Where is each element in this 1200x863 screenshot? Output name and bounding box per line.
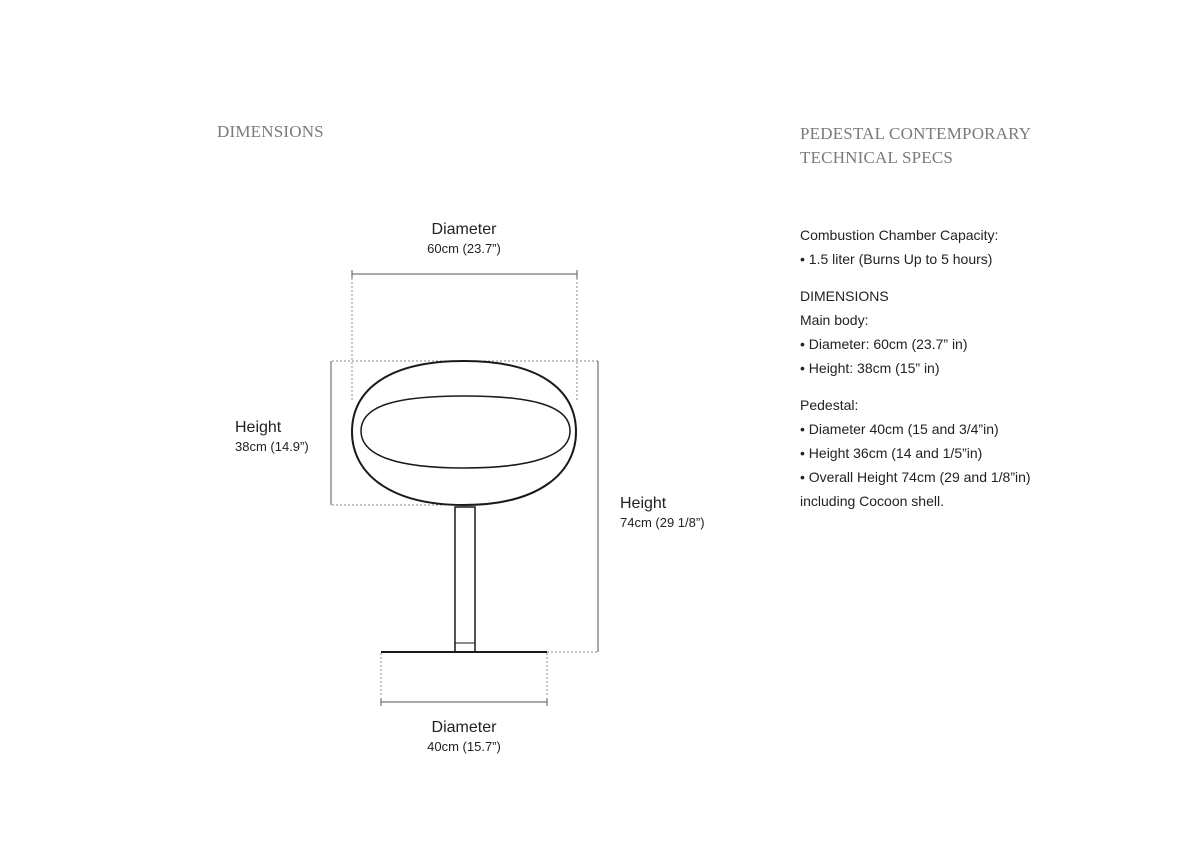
capacity-item: • 1.5 liter (Burns Up to 5 hours) xyxy=(800,251,993,267)
top-diameter-label xyxy=(427,220,501,258)
pedestal-height: • Height 36cm (14 and 1/5”in) xyxy=(800,445,983,461)
technical-specs xyxy=(800,223,1040,526)
title-line-2: TECHNICAL SPECS xyxy=(800,148,954,167)
main-body-group xyxy=(800,284,1040,380)
dimensions-title: DIMENSIONS xyxy=(217,122,324,141)
top-diameter-name: Diameter xyxy=(431,221,497,238)
base-diameter-label xyxy=(427,718,501,756)
overall-height-value: 74cm (29 1/8”) xyxy=(620,515,705,530)
overall-height-label xyxy=(620,494,705,532)
pedestal-stem xyxy=(455,507,475,652)
capacity-heading: Combustion Chamber Capacity: xyxy=(800,227,999,243)
body-height-label xyxy=(235,418,309,456)
pedestal-group xyxy=(800,393,1040,513)
pedestal-heading: Pedestal: xyxy=(800,397,859,413)
main-body-heading: Main body: xyxy=(800,312,869,328)
technical-specs-title xyxy=(800,122,1042,170)
body-height-value: 38cm (14.9”) xyxy=(235,439,309,454)
pedestal-diameter: • Diameter 40cm (15 and 3/4”in) xyxy=(800,421,999,437)
main-body-height: • Height: 38cm (15” in) xyxy=(800,360,940,376)
body-height-name: Height xyxy=(235,419,282,436)
cocoon-opening xyxy=(361,396,570,468)
base-diameter-value: 40cm (15.7”) xyxy=(427,739,501,754)
pedestal-overall-height: • Overall Height 74cm (29 and 1/8”in) including Cocoon shell. xyxy=(800,469,1031,509)
overall-height-name: Height xyxy=(620,495,667,512)
title-line-1: PEDESTAL CONTEMPORARY xyxy=(800,124,1032,143)
base-diameter-name: Diameter xyxy=(431,719,497,736)
top-diameter-value: 60cm (23.7”) xyxy=(427,241,501,256)
capacity-group xyxy=(800,223,1040,271)
main-body-diameter: • Diameter: 60cm (23.7” in) xyxy=(800,336,968,352)
dimensions-heading: DIMENSIONS xyxy=(800,288,889,304)
